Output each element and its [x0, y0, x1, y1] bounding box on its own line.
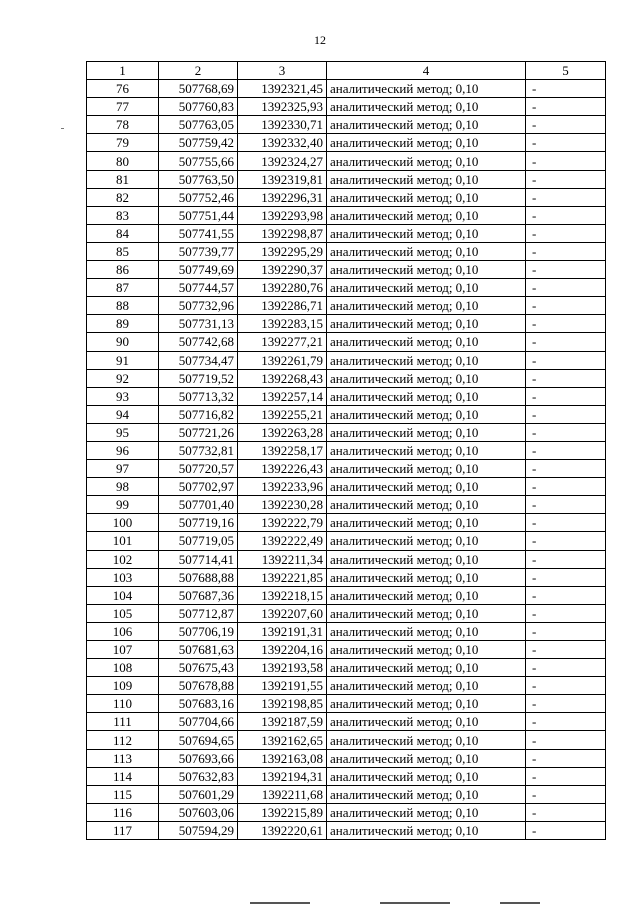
point-number-cell: 112: [87, 731, 159, 749]
point-number-cell: 92: [87, 369, 159, 387]
y-coordinate-cell: 1392319,81: [238, 170, 327, 188]
y-coordinate-cell: 1392263,28: [238, 423, 327, 441]
header-cell-col-1: 1: [87, 62, 159, 80]
x-coordinate-cell: 507687,36: [159, 586, 238, 604]
point-number-cell: 102: [87, 550, 159, 568]
x-coordinate-cell: 507678,88: [159, 677, 238, 695]
y-coordinate-cell: 1392261,79: [238, 351, 327, 369]
method-accuracy-cell: аналитический метод; 0,10: [327, 98, 526, 116]
coordinates-table-body: [87, 62, 606, 840]
x-coordinate-cell: 507688,88: [159, 568, 238, 586]
point-number-cell: 82: [87, 188, 159, 206]
point-number-cell: 88: [87, 297, 159, 315]
note-cell: -: [526, 297, 606, 315]
method-accuracy-cell: аналитический метод; 0,10: [327, 224, 526, 242]
point-number-cell: 85: [87, 242, 159, 260]
y-coordinate-cell: 1392280,76: [238, 279, 327, 297]
note-cell: -: [526, 206, 606, 224]
point-number-cell: 107: [87, 641, 159, 659]
x-coordinate-cell: 507751,44: [159, 206, 238, 224]
table-row: [87, 387, 606, 405]
note-cell: -: [526, 659, 606, 677]
table-row: [87, 423, 606, 441]
note-cell: -: [526, 261, 606, 279]
y-coordinate-cell: 1392222,79: [238, 514, 327, 532]
point-number-cell: 103: [87, 568, 159, 586]
point-number-cell: 116: [87, 803, 159, 821]
x-coordinate-cell: 507704,66: [159, 713, 238, 731]
note-cell: -: [526, 460, 606, 478]
note-cell: -: [526, 749, 606, 767]
x-coordinate-cell: 507732,96: [159, 297, 238, 315]
header-cell-col-5: 5: [526, 62, 606, 80]
table-row: [87, 224, 606, 242]
x-coordinate-cell: 507752,46: [159, 188, 238, 206]
method-accuracy-cell: аналитический метод; 0,10: [327, 188, 526, 206]
note-cell: -: [526, 188, 606, 206]
table-row: [87, 821, 606, 839]
table-row: [87, 152, 606, 170]
point-number-cell: 100: [87, 514, 159, 532]
y-coordinate-cell: 1392222,49: [238, 532, 327, 550]
point-number-cell: 109: [87, 677, 159, 695]
y-coordinate-cell: 1392290,37: [238, 261, 327, 279]
note-cell: -: [526, 423, 606, 441]
table-row: [87, 441, 606, 459]
y-coordinate-cell: 1392194,31: [238, 767, 327, 785]
method-accuracy-cell: аналитический метод; 0,10: [327, 170, 526, 188]
point-number-cell: 90: [87, 333, 159, 351]
table-row: [87, 116, 606, 134]
header-row: [87, 62, 606, 80]
table-row: [87, 261, 606, 279]
point-number-cell: 113: [87, 749, 159, 767]
y-coordinate-cell: 1392215,89: [238, 803, 327, 821]
method-accuracy-cell: аналитический метод; 0,10: [327, 134, 526, 152]
y-coordinate-cell: 1392220,61: [238, 821, 327, 839]
table-row: [87, 279, 606, 297]
x-coordinate-cell: 507768,69: [159, 80, 238, 98]
y-coordinate-cell: 1392258,17: [238, 441, 327, 459]
x-coordinate-cell: 507741,55: [159, 224, 238, 242]
x-coordinate-cell: 507763,50: [159, 170, 238, 188]
note-cell: -: [526, 641, 606, 659]
table-row: [87, 695, 606, 713]
point-number-cell: 84: [87, 224, 159, 242]
point-number-cell: 87: [87, 279, 159, 297]
method-accuracy-cell: аналитический метод; 0,10: [327, 297, 526, 315]
note-cell: -: [526, 315, 606, 333]
method-accuracy-cell: аналитический метод; 0,10: [327, 441, 526, 459]
point-number-cell: 101: [87, 532, 159, 550]
point-number-cell: 93: [87, 387, 159, 405]
x-coordinate-cell: 507702,97: [159, 478, 238, 496]
method-accuracy-cell: аналитический метод; 0,10: [327, 152, 526, 170]
y-coordinate-cell: 1392187,59: [238, 713, 327, 731]
method-accuracy-cell: аналитический метод; 0,10: [327, 80, 526, 98]
x-coordinate-cell: 507763,05: [159, 116, 238, 134]
table-row: [87, 242, 606, 260]
point-number-cell: 77: [87, 98, 159, 116]
y-coordinate-cell: 1392218,15: [238, 586, 327, 604]
note-cell: -: [526, 731, 606, 749]
point-number-cell: 95: [87, 423, 159, 441]
method-accuracy-cell: аналитический метод; 0,10: [327, 550, 526, 568]
point-number-cell: 94: [87, 405, 159, 423]
method-accuracy-cell: аналитический метод; 0,10: [327, 713, 526, 731]
table-row: [87, 496, 606, 514]
x-coordinate-cell: 507734,47: [159, 351, 238, 369]
y-coordinate-cell: 1392277,21: [238, 333, 327, 351]
table-row: [87, 713, 606, 731]
note-cell: -: [526, 604, 606, 622]
x-coordinate-cell: 507749,69: [159, 261, 238, 279]
note-cell: -: [526, 586, 606, 604]
y-coordinate-cell: 1392255,21: [238, 405, 327, 423]
point-number-cell: 108: [87, 659, 159, 677]
y-coordinate-cell: 1392295,29: [238, 242, 327, 260]
x-coordinate-cell: 507713,32: [159, 387, 238, 405]
point-number-cell: 111: [87, 713, 159, 731]
table-row: [87, 586, 606, 604]
y-coordinate-cell: 1392286,71: [238, 297, 327, 315]
note-cell: -: [526, 441, 606, 459]
note-cell: -: [526, 351, 606, 369]
method-accuracy-cell: аналитический метод; 0,10: [327, 116, 526, 134]
method-accuracy-cell: аналитический метод; 0,10: [327, 369, 526, 387]
table-row: [87, 369, 606, 387]
table-row: [87, 767, 606, 785]
table-row: [87, 622, 606, 640]
header-cell-col-2: 2: [159, 62, 238, 80]
note-cell: -: [526, 550, 606, 568]
note-cell: -: [526, 622, 606, 640]
table-row: [87, 333, 606, 351]
method-accuracy-cell: аналитический метод; 0,10: [327, 279, 526, 297]
method-accuracy-cell: аналитический метод; 0,10: [327, 767, 526, 785]
y-coordinate-cell: 1392191,31: [238, 622, 327, 640]
point-number-cell: 104: [87, 586, 159, 604]
point-number-cell: 115: [87, 785, 159, 803]
point-number-cell: 105: [87, 604, 159, 622]
y-coordinate-cell: 1392296,31: [238, 188, 327, 206]
note-cell: -: [526, 387, 606, 405]
y-coordinate-cell: 1392221,85: [238, 568, 327, 586]
x-coordinate-cell: 507721,26: [159, 423, 238, 441]
x-coordinate-cell: 507632,83: [159, 767, 238, 785]
point-number-cell: 96: [87, 441, 159, 459]
method-accuracy-cell: аналитический метод; 0,10: [327, 659, 526, 677]
y-coordinate-cell: 1392191,55: [238, 677, 327, 695]
point-number-cell: 79: [87, 134, 159, 152]
method-accuracy-cell: аналитический метод; 0,10: [327, 387, 526, 405]
table-row: [87, 785, 606, 803]
table-row: [87, 731, 606, 749]
point-number-cell: 117: [87, 821, 159, 839]
method-accuracy-cell: аналитический метод; 0,10: [327, 749, 526, 767]
table-row: [87, 351, 606, 369]
x-coordinate-cell: 507603,06: [159, 803, 238, 821]
method-accuracy-cell: аналитический метод; 0,10: [327, 821, 526, 839]
coordinates-table: [86, 61, 606, 840]
table-row: [87, 98, 606, 116]
table-row: [87, 532, 606, 550]
x-coordinate-cell: 507693,66: [159, 749, 238, 767]
x-coordinate-cell: 507719,16: [159, 514, 238, 532]
note-cell: -: [526, 568, 606, 586]
scan-noise: [500, 902, 540, 904]
method-accuracy-cell: аналитический метод; 0,10: [327, 695, 526, 713]
table-row: [87, 604, 606, 622]
x-coordinate-cell: 507731,13: [159, 315, 238, 333]
note-cell: -: [526, 170, 606, 188]
table-row: [87, 550, 606, 568]
method-accuracy-cell: аналитический метод; 0,10: [327, 604, 526, 622]
x-coordinate-cell: 507719,52: [159, 369, 238, 387]
method-accuracy-cell: аналитический метод; 0,10: [327, 586, 526, 604]
method-accuracy-cell: аналитический метод; 0,10: [327, 333, 526, 351]
point-number-cell: 114: [87, 767, 159, 785]
table-row: [87, 568, 606, 586]
table-row: [87, 80, 606, 98]
y-coordinate-cell: 1392233,96: [238, 478, 327, 496]
table-row: [87, 315, 606, 333]
x-coordinate-cell: 507594,29: [159, 821, 238, 839]
x-coordinate-cell: 507706,19: [159, 622, 238, 640]
point-number-cell: 78: [87, 116, 159, 134]
method-accuracy-cell: аналитический метод; 0,10: [327, 460, 526, 478]
x-coordinate-cell: 507719,05: [159, 532, 238, 550]
y-coordinate-cell: 1392257,14: [238, 387, 327, 405]
table-row: [87, 297, 606, 315]
x-coordinate-cell: 507760,83: [159, 98, 238, 116]
point-number-cell: 99: [87, 496, 159, 514]
table-row: [87, 134, 606, 152]
x-coordinate-cell: 507601,29: [159, 785, 238, 803]
table-row: [87, 206, 606, 224]
note-cell: -: [526, 478, 606, 496]
method-accuracy-cell: аналитический метод; 0,10: [327, 351, 526, 369]
table-row: [87, 677, 606, 695]
method-accuracy-cell: аналитический метод; 0,10: [327, 242, 526, 260]
method-accuracy-cell: аналитический метод; 0,10: [327, 731, 526, 749]
x-coordinate-cell: 507701,40: [159, 496, 238, 514]
x-coordinate-cell: 507683,16: [159, 695, 238, 713]
method-accuracy-cell: аналитический метод; 0,10: [327, 315, 526, 333]
x-coordinate-cell: 507744,57: [159, 279, 238, 297]
x-coordinate-cell: 507675,43: [159, 659, 238, 677]
table-row: [87, 803, 606, 821]
y-coordinate-cell: 1392162,65: [238, 731, 327, 749]
method-accuracy-cell: аналитический метод; 0,10: [327, 532, 526, 550]
table-row: [87, 478, 606, 496]
note-cell: -: [526, 333, 606, 351]
point-number-cell: 81: [87, 170, 159, 188]
note-cell: -: [526, 677, 606, 695]
note-cell: -: [526, 152, 606, 170]
scan-speck: [61, 128, 64, 129]
point-number-cell: 80: [87, 152, 159, 170]
y-coordinate-cell: 1392268,43: [238, 369, 327, 387]
note-cell: -: [526, 803, 606, 821]
x-coordinate-cell: 507681,63: [159, 641, 238, 659]
y-coordinate-cell: 1392325,93: [238, 98, 327, 116]
x-coordinate-cell: 507739,77: [159, 242, 238, 260]
y-coordinate-cell: 1392198,85: [238, 695, 327, 713]
table-row: [87, 170, 606, 188]
x-coordinate-cell: 507720,57: [159, 460, 238, 478]
note-cell: -: [526, 496, 606, 514]
note-cell: -: [526, 242, 606, 260]
page-number: 12: [314, 33, 326, 47]
note-cell: -: [526, 713, 606, 731]
point-number-cell: 86: [87, 261, 159, 279]
method-accuracy-cell: аналитический метод; 0,10: [327, 677, 526, 695]
y-coordinate-cell: 1392298,87: [238, 224, 327, 242]
note-cell: -: [526, 514, 606, 532]
method-accuracy-cell: аналитический метод; 0,10: [327, 803, 526, 821]
point-number-cell: 98: [87, 478, 159, 496]
note-cell: -: [526, 224, 606, 242]
y-coordinate-cell: 1392283,15: [238, 315, 327, 333]
point-number-cell: 106: [87, 622, 159, 640]
method-accuracy-cell: аналитический метод; 0,10: [327, 568, 526, 586]
y-coordinate-cell: 1392330,71: [238, 116, 327, 134]
method-accuracy-cell: аналитический метод; 0,10: [327, 622, 526, 640]
x-coordinate-cell: 507759,42: [159, 134, 238, 152]
method-accuracy-cell: аналитический метод; 0,10: [327, 261, 526, 279]
point-number-cell: 91: [87, 351, 159, 369]
note-cell: -: [526, 532, 606, 550]
x-coordinate-cell: 507714,41: [159, 550, 238, 568]
x-coordinate-cell: 507716,82: [159, 405, 238, 423]
note-cell: -: [526, 821, 606, 839]
y-coordinate-cell: 1392207,60: [238, 604, 327, 622]
method-accuracy-cell: аналитический метод; 0,10: [327, 785, 526, 803]
table-row: [87, 405, 606, 423]
point-number-cell: 97: [87, 460, 159, 478]
y-coordinate-cell: 1392293,98: [238, 206, 327, 224]
method-accuracy-cell: аналитический метод; 0,10: [327, 423, 526, 441]
scan-noise: [250, 902, 310, 904]
note-cell: -: [526, 767, 606, 785]
note-cell: -: [526, 98, 606, 116]
y-coordinate-cell: 1392163,08: [238, 749, 327, 767]
y-coordinate-cell: 1392204,16: [238, 641, 327, 659]
note-cell: -: [526, 785, 606, 803]
y-coordinate-cell: 1392321,45: [238, 80, 327, 98]
scan-noise: [380, 902, 450, 904]
note-cell: -: [526, 369, 606, 387]
point-number-cell: 83: [87, 206, 159, 224]
method-accuracy-cell: аналитический метод; 0,10: [327, 478, 526, 496]
y-coordinate-cell: 1392211,68: [238, 785, 327, 803]
y-coordinate-cell: 1392211,34: [238, 550, 327, 568]
x-coordinate-cell: 507694,65: [159, 731, 238, 749]
x-coordinate-cell: 507755,66: [159, 152, 238, 170]
y-coordinate-cell: 1392230,28: [238, 496, 327, 514]
y-coordinate-cell: 1392332,40: [238, 134, 327, 152]
x-coordinate-cell: 507742,68: [159, 333, 238, 351]
y-coordinate-cell: 1392226,43: [238, 460, 327, 478]
note-cell: -: [526, 279, 606, 297]
table-row: [87, 460, 606, 478]
x-coordinate-cell: 507732,81: [159, 441, 238, 459]
point-number-cell: 76: [87, 80, 159, 98]
method-accuracy-cell: аналитический метод; 0,10: [327, 206, 526, 224]
method-accuracy-cell: аналитический метод; 0,10: [327, 641, 526, 659]
note-cell: -: [526, 695, 606, 713]
point-number-cell: 110: [87, 695, 159, 713]
note-cell: -: [526, 405, 606, 423]
note-cell: -: [526, 134, 606, 152]
y-coordinate-cell: 1392193,58: [238, 659, 327, 677]
table-row: [87, 188, 606, 206]
y-coordinate-cell: 1392324,27: [238, 152, 327, 170]
x-coordinate-cell: 507712,87: [159, 604, 238, 622]
table-row: [87, 659, 606, 677]
method-accuracy-cell: аналитический метод; 0,10: [327, 405, 526, 423]
method-accuracy-cell: аналитический метод; 0,10: [327, 514, 526, 532]
note-cell: -: [526, 80, 606, 98]
note-cell: -: [526, 116, 606, 134]
header-cell-col-3: 3: [238, 62, 327, 80]
table-row: [87, 514, 606, 532]
point-number-cell: 89: [87, 315, 159, 333]
method-accuracy-cell: аналитический метод; 0,10: [327, 496, 526, 514]
table-row: [87, 749, 606, 767]
table-row: [87, 641, 606, 659]
header-cell-col-4: 4: [327, 62, 526, 80]
